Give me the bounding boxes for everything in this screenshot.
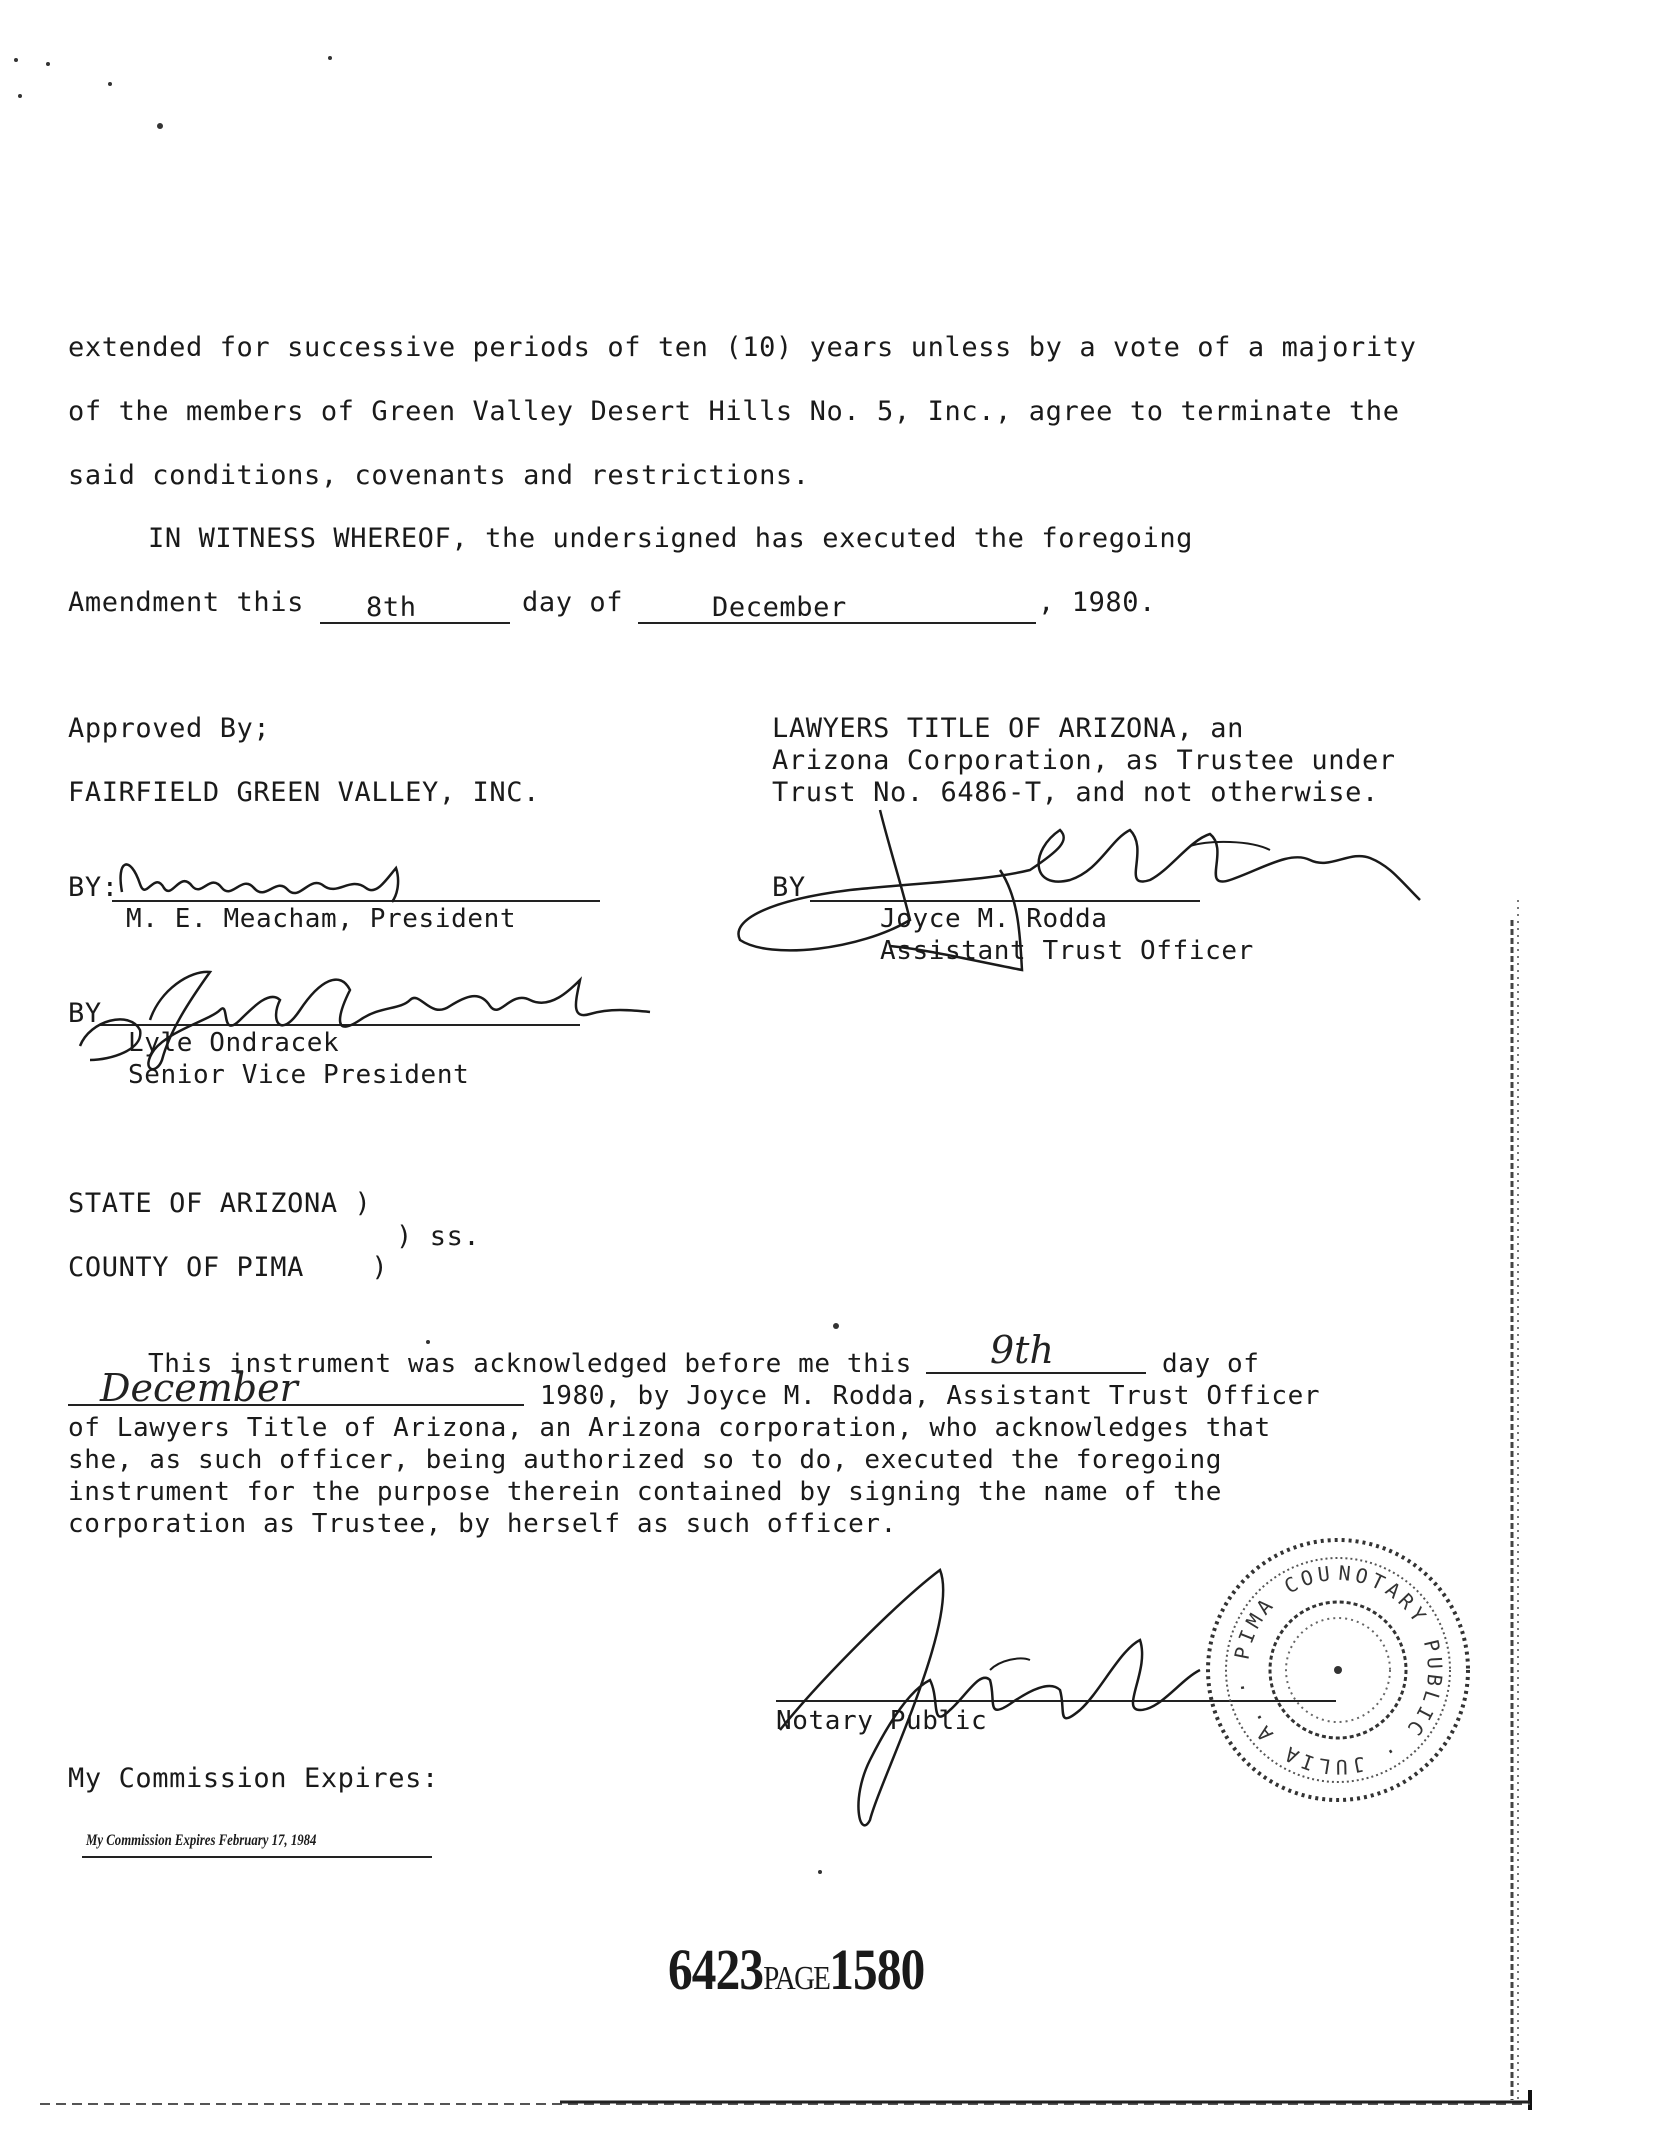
amendment-prefix: Amendment this	[68, 587, 304, 618]
ack-line-1-prefix: This instrument was acknowledged before me this	[148, 1349, 912, 1379]
notary-seal	[1179, 1501, 1488, 1820]
trustee-by-label: BY	[772, 872, 806, 903]
amendment-day: 8th	[366, 592, 417, 623]
ack-line-6: corporation as Trustee, by herself as such officer.	[68, 1509, 897, 1539]
by2-label: BY	[68, 998, 102, 1029]
commission-label: My Commission Expires:	[68, 1763, 439, 1794]
amendment-month: December	[712, 592, 847, 623]
body-line-3: said conditions, covenants and restrictions.	[68, 460, 810, 491]
trustee-line-2: Arizona Corporation, as Trustee under	[772, 745, 1396, 776]
by2-signer-title: Senior Vice President	[128, 1060, 470, 1090]
by1-label: BY:	[68, 872, 119, 903]
amendment-year: , 1980.	[1038, 587, 1156, 618]
record-page-word: PAGE	[763, 1960, 830, 1997]
commission-stamp: My Commission Expires February 17, 1984	[86, 1832, 317, 1849]
meacham-signature	[110, 850, 410, 920]
notary-label: Notary Public	[776, 1706, 988, 1736]
svg-text:NOTARY PUBLIC · JULIA A. · PIM	[1180, 1501, 1447, 1779]
body-line-1: extended for successive periods of ten (10) years unless by a vote of a majority	[68, 332, 1417, 363]
ack-line-5: instrument for the purpose therein contained by signing the name of the	[68, 1477, 1222, 1507]
ack-line-4: she, as such officer, being authorized so to do, executed the foregoing	[68, 1445, 1222, 1475]
commission-stamp-underline	[82, 1842, 432, 1858]
venue-state: STATE OF ARIZONA )	[68, 1188, 372, 1219]
recording-number	[668, 1936, 924, 2003]
record-page: 1580	[829, 1937, 925, 2002]
ack-line-2: 1980, by Joyce M. Rodda, Assistant Trust Officer	[540, 1381, 1321, 1411]
witness-clause: IN WITNESS WHEREOF, the undersigned has executed the foregoing	[148, 523, 1194, 554]
trustee-signer-title: Assistant Trust Officer	[880, 936, 1254, 966]
ack-month-handwritten: December	[100, 1366, 298, 1410]
body-line-2: of the members of Green Valley Desert Hills No. 5, Inc., agree to terminate the	[68, 396, 1400, 427]
amendment-day-of: day of	[522, 587, 624, 618]
venue-ss: ) ss.	[396, 1221, 481, 1252]
approved-by-label: Approved By;	[68, 713, 271, 744]
trustee-signer-name: Joyce M. Rodda	[880, 904, 1108, 934]
seal-text: NOTARY PUBLIC · JULIA A. · PIMA COUNTY, ARIZ.	[1179, 1501, 1448, 1780]
ack-line-1-suffix: day of	[1162, 1349, 1260, 1379]
notary-signature	[760, 1560, 1240, 1840]
ack-line-3: of Lawyers Title of Arizona, an Arizona corporation, who acknowledges that	[68, 1413, 1271, 1443]
approved-company: FAIRFIELD GREEN VALLEY, INC.	[68, 777, 540, 808]
ondracek-signature	[70, 950, 670, 1090]
rodda-signature	[730, 810, 1450, 980]
venue-county: COUNTY OF PIMA )	[68, 1252, 389, 1283]
trustee-line-1: LAWYERS TITLE OF ARIZONA, an	[772, 713, 1244, 744]
trustee-line-3: Trust No. 6486-T, and not otherwise.	[772, 777, 1379, 808]
ack-day-handwritten: 9th	[990, 1328, 1054, 1372]
by1-signer-name: M. E. Meacham, President	[126, 904, 517, 934]
by2-signer-name: Lyle Ondracek	[128, 1028, 340, 1058]
record-book: 6423	[668, 1937, 764, 2002]
